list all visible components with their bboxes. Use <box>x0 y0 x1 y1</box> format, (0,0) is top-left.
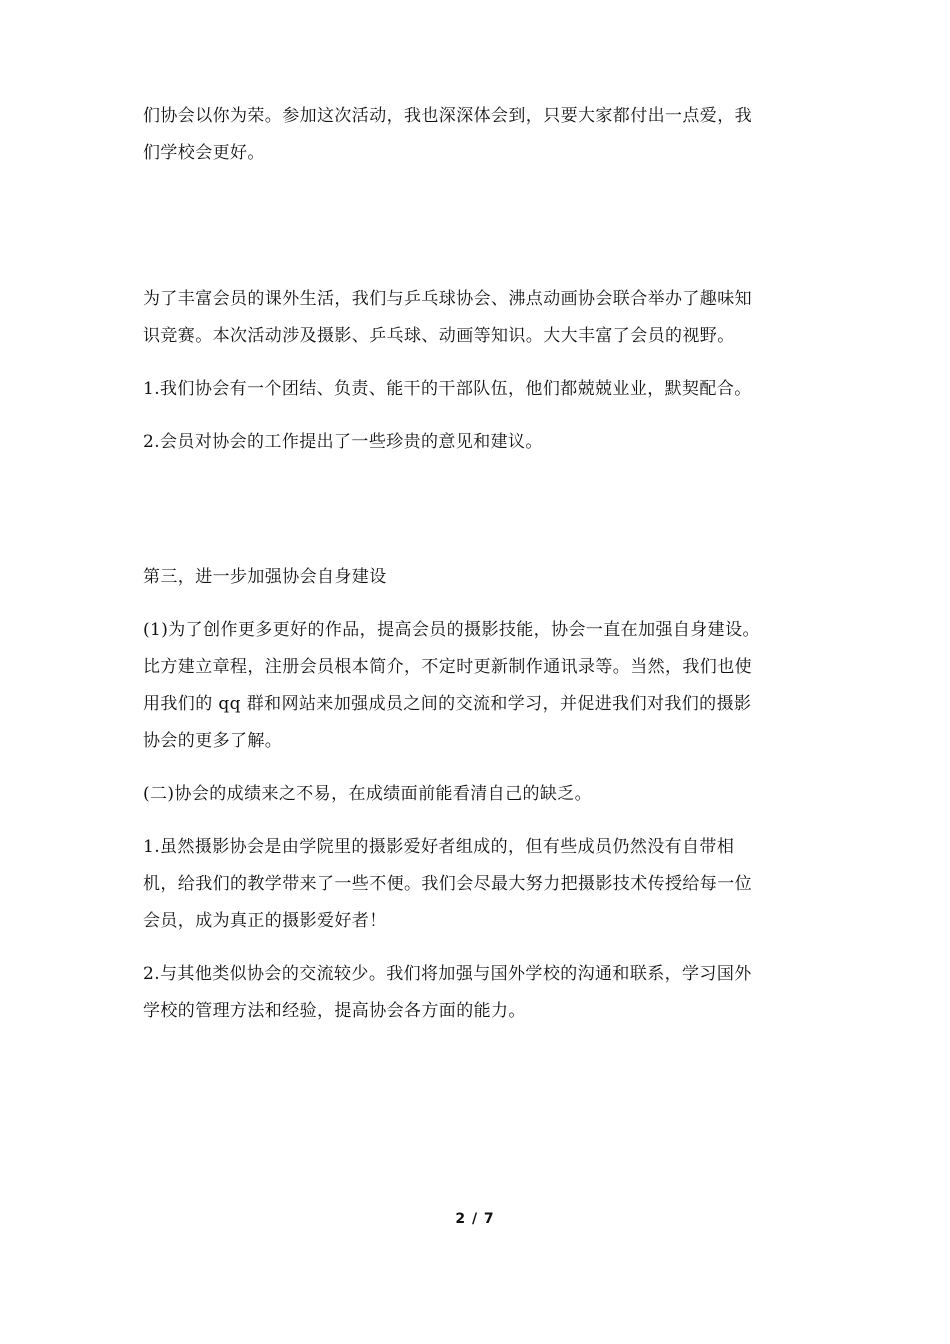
spacer <box>143 355 823 371</box>
text-line: 学校的管理方法和经验，提高协会各方面的能力。 <box>143 1001 526 1021</box>
text-line: 2.会员对协会的工作提出了一些珍贵的意见和建议。 <box>143 432 543 452</box>
spacer <box>143 408 823 424</box>
paragraph-shortcoming-2 <box>143 956 823 1030</box>
spacer <box>143 940 823 956</box>
paragraph-shortcoming-1 <box>143 829 823 940</box>
paragraph-item-1 <box>143 371 823 408</box>
text-line: 为了丰富会员的课外生活，我们与乒乓球协会、沸点动画协会联合举办了趣味知 <box>143 289 752 309</box>
spacer <box>143 760 823 776</box>
paragraph-intro-end <box>143 98 823 172</box>
text-line: 2.与其他类似协会的交流较少。我们将加强与国外学校的沟通和联系，学习国外 <box>143 964 752 984</box>
document-body <box>143 98 823 1030</box>
paragraph-quiz-activity <box>143 281 823 355</box>
text-line: 们学校会更好。 <box>143 143 265 163</box>
text-line: (1)为了创作更多更好的作品，提高会员的摄影技能，协会一直在加强自身建设。 <box>143 620 760 640</box>
text-line: 们协会以你为荣。参加这次活动，我也深深体会到，只要大家都付出一点爱，我 <box>143 106 752 126</box>
text-line: 1.虽然摄影协会是由学院里的摄影爱好者组成的，但有些成员仍然没有自带相 <box>143 837 735 857</box>
text-line: (二)协会的成绩来之不易，在成绩面前能看清自己的缺乏。 <box>143 784 593 804</box>
text-line: 1.我们协会有一个团结、负责、能干的干部队伍，他们都兢兢业业，默契配合。 <box>143 379 752 399</box>
spacer <box>143 596 823 612</box>
text-line: 协会的更多了解。 <box>143 731 283 751</box>
paragraph-item-2 <box>143 424 823 461</box>
spacer <box>143 172 823 281</box>
spacer <box>143 461 823 559</box>
section-heading-third <box>143 559 823 596</box>
paragraph-shortcomings <box>143 776 823 813</box>
text-line: 比方建立章程，注册会员根本简介，不定时更新制作通讯录等。当然，我们也使 <box>143 657 752 677</box>
text-line: 识竞赛。本次活动涉及摄影、乒乓球、动画等知识。大大丰富了会员的视野。 <box>143 326 735 346</box>
page-number: 2 / 7 <box>455 1211 495 1227</box>
text-line: 机，给我们的教学带来了一些不便。我们会尽最大努力把摄影技术传授给每一位 <box>143 874 752 894</box>
paragraph-self-building <box>143 612 823 760</box>
text-line: 会员，成为真正的摄影爱好者！ <box>143 911 387 931</box>
spacer <box>143 813 823 829</box>
text-line: 用我们的 qq 群和网站来加强成员之间的交流和学习，并促进我们对我们的摄影 <box>143 694 752 714</box>
text-line: 第三，进一步加强协会自身建设 <box>143 567 387 587</box>
